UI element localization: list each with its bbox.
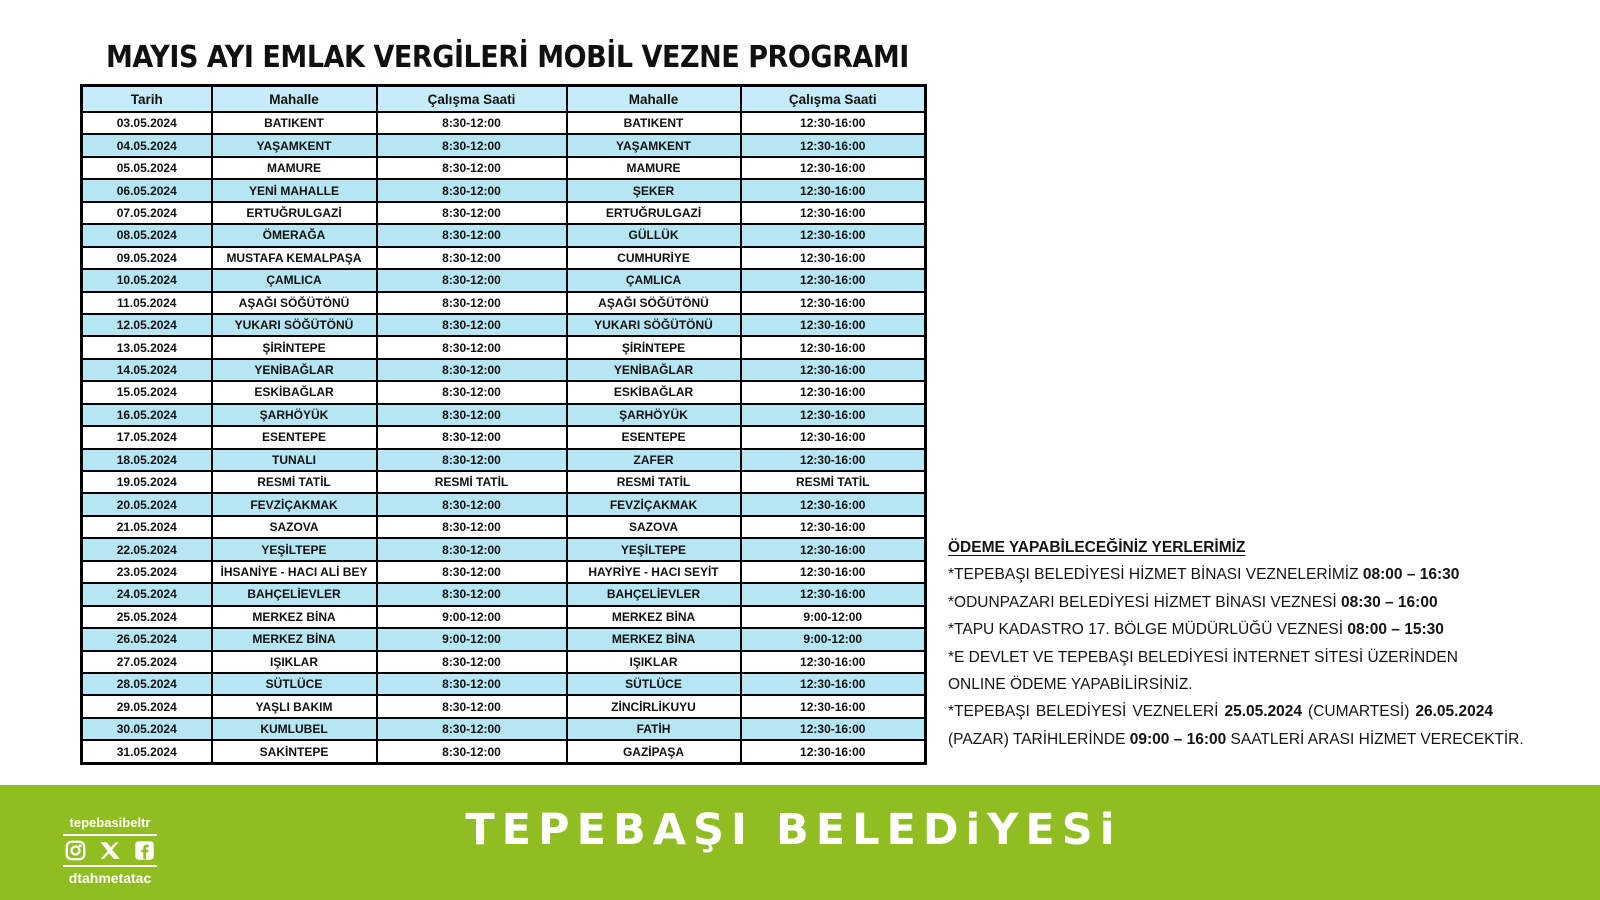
hours-cell: 12:30-16:00 (741, 381, 926, 403)
hours-cell: 8:30-12:00 (377, 247, 567, 269)
hours-cell: 8:30-12:00 (377, 426, 567, 448)
mahalle-cell: SÜTLÜCE (567, 673, 741, 695)
payment-info-segment: ÖDEME YAPABİLECEĞİNİZ YERLERİMİZ (948, 539, 1246, 556)
mahalle-cell: ESENTEPE (212, 426, 377, 448)
table-row (82, 224, 926, 246)
column-header: Tarih (82, 86, 212, 113)
hours-cell: 8:30-12:00 (377, 224, 567, 246)
payment-info-segment: VEZNELERİ (1132, 703, 1219, 721)
hours-cell: 8:30-12:00 (377, 381, 567, 403)
hours-cell: 12:30-16:00 (741, 695, 926, 717)
table-row (82, 202, 926, 224)
mahalle-cell: RESMİ TATİL (567, 471, 741, 493)
table-row (82, 471, 926, 493)
social-handle-bottom: dtahmetatac (68, 870, 152, 886)
table-row (82, 179, 926, 201)
mahalle-cell: AŞAĞI SÖĞÜTÖNÜ (212, 292, 377, 314)
date-cell: 27.05.2024 (82, 651, 212, 673)
hours-cell: 12:30-16:00 (741, 673, 926, 695)
table-row (82, 493, 926, 515)
hours-cell: 12:30-16:00 (741, 359, 926, 381)
date-cell: 14.05.2024 (82, 359, 212, 381)
mahalle-cell: ÇAMLICA (212, 269, 377, 291)
mahalle-cell: GAZİPAŞA (567, 740, 741, 763)
date-cell: 20.05.2024 (82, 493, 212, 515)
hours-cell: 8:30-12:00 (377, 359, 567, 381)
mahalle-cell: SAZOVA (212, 516, 377, 538)
mahalle-cell: YUKARI SÖĞÜTÖNÜ (212, 314, 377, 336)
instagram-icon (65, 840, 86, 861)
mahalle-cell: ZAFER (567, 449, 741, 471)
mahalle-cell: YENİBAĞLAR (567, 359, 741, 381)
payment-info-segment: 08:00 – 16:30 (1362, 566, 1460, 584)
hours-cell: 12:30-16:00 (741, 202, 926, 224)
hours-cell: 12:30-16:00 (741, 269, 926, 291)
date-cell: 16.05.2024 (82, 404, 212, 426)
payment-info-segment: 08:00 – 15:30 (1347, 621, 1444, 639)
date-cell: 21.05.2024 (82, 516, 212, 538)
hours-cell: 8:30-12:00 (377, 695, 567, 717)
hours-cell: 9:00-12:00 (377, 606, 567, 628)
mahalle-cell: FEVZİÇAKMAK (567, 493, 741, 515)
footer-bar (0, 785, 1600, 900)
mahalle-cell: ŞARHÖYÜK (567, 404, 741, 426)
payment-info-segment: 26.05.2024 (1415, 703, 1493, 721)
table-row (82, 561, 926, 583)
header-row (82, 86, 926, 113)
table-row (82, 651, 926, 673)
hours-cell: 8:30-12:00 (377, 651, 567, 673)
date-cell: 15.05.2024 (82, 381, 212, 403)
hours-cell: 8:30-12:00 (377, 157, 567, 179)
municipality-name: TEPEBAŞI BELEDiYESi (465, 805, 1122, 855)
payment-info-line (948, 589, 1493, 616)
table-row (82, 112, 926, 134)
column-header: Mahalle (567, 86, 741, 113)
date-cell: 10.05.2024 (82, 269, 212, 291)
mahalle-cell: SAKİNTEPE (212, 740, 377, 763)
date-cell: 04.05.2024 (82, 134, 212, 156)
mahalle-cell: ESKİBAĞLAR (212, 381, 377, 403)
payment-info-line (948, 616, 1493, 643)
mahalle-cell: MERKEZ BİNA (212, 628, 377, 650)
date-cell: 18.05.2024 (82, 449, 212, 471)
hours-cell: 12:30-16:00 (741, 493, 926, 515)
date-cell: 07.05.2024 (82, 202, 212, 224)
mahalle-cell: YAŞLI BAKIM (212, 695, 377, 717)
column-header: Çalışma Saati (741, 86, 926, 113)
table-row (82, 606, 926, 628)
date-cell: 06.05.2024 (82, 179, 212, 201)
table-row (82, 336, 926, 358)
page-title: MAYIS AYI EMLAK VERGİLERİ MOBİL VEZNE PROGRAMI (106, 40, 909, 75)
date-cell: 03.05.2024 (82, 112, 212, 134)
schedule-table (80, 84, 927, 765)
mahalle-cell: MERKEZ BİNA (212, 606, 377, 628)
column-header: Çalışma Saati (377, 86, 567, 113)
date-cell: 22.05.2024 (82, 538, 212, 560)
mahalle-cell: YEŞİLTEPE (567, 538, 741, 560)
date-cell: 08.05.2024 (82, 224, 212, 246)
mahalle-cell: ESENTEPE (567, 426, 741, 448)
payment-info-segment: 08:30 – 16:00 (1341, 593, 1438, 611)
social-handle-top: tepebasibeltr (69, 815, 151, 830)
date-cell: 25.05.2024 (82, 606, 212, 628)
divider (63, 834, 157, 836)
hours-cell: 8:30-12:00 (377, 292, 567, 314)
hours-cell: 8:30-12:00 (377, 336, 567, 358)
hours-cell: 12:30-16:00 (741, 314, 926, 336)
hours-cell: 9:00-12:00 (741, 606, 926, 628)
x-icon (100, 840, 121, 861)
mahalle-cell: FATİH (567, 718, 741, 740)
mahalle-cell: MAMURE (212, 157, 377, 179)
hours-cell: 8:30-12:00 (377, 404, 567, 426)
mahalle-cell: CUMHURİYE (567, 247, 741, 269)
divider (63, 865, 157, 867)
hours-cell: RESMİ TATİL (377, 471, 567, 493)
hours-cell: 9:00-12:00 (741, 628, 926, 650)
hours-cell: 12:30-16:00 (741, 516, 926, 538)
table-row (82, 583, 926, 605)
hours-cell: 8:30-12:00 (377, 134, 567, 156)
hours-cell: 12:30-16:00 (741, 583, 926, 605)
mahalle-cell: ŞEKER (567, 179, 741, 201)
payment-info-segment: (PAZAR) TARİHLERİNDE (948, 730, 1130, 748)
hours-cell: 8:30-12:00 (377, 516, 567, 538)
mahalle-cell: GÜLLÜK (567, 224, 741, 246)
mahalle-cell: ŞARHÖYÜK (212, 404, 377, 426)
mahalle-cell: BAHÇELİEVLER (212, 583, 377, 605)
hours-cell: 12:30-16:00 (741, 449, 926, 471)
mahalle-cell: SÜTLÜCE (212, 673, 377, 695)
payment-info-segment: *ODUNPAZARI BELEDİYESİ HİZMET BİNASI VEZNESİ (948, 593, 1342, 611)
date-cell: 13.05.2024 (82, 336, 212, 358)
date-cell: 24.05.2024 (82, 583, 212, 605)
hours-cell: 9:00-12:00 (377, 628, 567, 650)
table-row (82, 134, 926, 156)
payment-info-segment: 09:00 – 16:00 (1129, 730, 1227, 748)
mahalle-cell: MAMURE (567, 157, 741, 179)
hours-cell: 12:30-16:00 (741, 740, 926, 763)
payment-info-segment: ONLINE ÖDEME YAPABİLİRSİNİZ. (948, 676, 1193, 694)
payment-info-segment: *TAPU KADASTRO 17. BÖLGE MÜDÜRLÜĞÜ VEZNESİ (948, 621, 1348, 639)
payment-info-line (948, 671, 1493, 698)
mahalle-cell: HAYRİYE - HACI SEYİT (567, 561, 741, 583)
date-cell: 26.05.2024 (82, 628, 212, 650)
table-row (82, 449, 926, 471)
hours-cell: 12:30-16:00 (741, 426, 926, 448)
mahalle-cell: AŞAĞI SÖĞÜTÖNÜ (567, 292, 741, 314)
mahalle-cell: ŞİRİNTEPE (567, 336, 741, 358)
table-row (82, 718, 926, 740)
schedule-table-body (82, 112, 926, 764)
hours-cell: 12:30-16:00 (741, 112, 926, 134)
table-row (82, 314, 926, 336)
mahalle-cell: YEŞİLTEPE (212, 538, 377, 560)
mahalle-cell: ZİNCİRLİKUYU (567, 695, 741, 717)
mahalle-cell: RESMİ TATİL (212, 471, 377, 493)
date-cell: 31.05.2024 (82, 740, 212, 763)
payment-info-line (948, 644, 1493, 671)
mahalle-cell: YAŞAMKENT (567, 134, 741, 156)
mahalle-cell: YUKARI SÖĞÜTÖNÜ (567, 314, 741, 336)
payment-info (948, 534, 1524, 753)
hours-cell: 12:30-16:00 (741, 561, 926, 583)
hours-cell: 8:30-12:00 (377, 718, 567, 740)
hours-cell: 8:30-12:00 (377, 112, 567, 134)
table-row (82, 157, 926, 179)
mahalle-cell: TUNALI (212, 449, 377, 471)
mahalle-cell: ERTUĞRULGAZİ (567, 202, 741, 224)
payment-info-segment: *E DEVLET VE TEPEBAŞI BELEDİYESİ İNTERNET SİTESİ ÜZERİNDEN (948, 648, 1458, 666)
hours-cell: 8:30-12:00 (377, 673, 567, 695)
social-block (63, 815, 157, 886)
mahalle-cell: İHSANİYE - HACI ALİ BEY (212, 561, 377, 583)
hours-cell: 12:30-16:00 (741, 404, 926, 426)
hours-cell: 12:30-16:00 (741, 247, 926, 269)
mahalle-cell: YENİBAĞLAR (212, 359, 377, 381)
payment-info-segment: *TEPEBAŞI BELEDİYESİ HİZMET BİNASI VEZNELERİMİZ (948, 566, 1363, 584)
hours-cell: 8:30-12:00 (377, 740, 567, 763)
table-row (82, 381, 926, 403)
table-row (82, 516, 926, 538)
date-cell: 11.05.2024 (82, 292, 212, 314)
schedule-table-header (82, 86, 926, 113)
table-row (82, 628, 926, 650)
mahalle-cell: YAŞAMKENT (212, 134, 377, 156)
hours-cell: 8:30-12:00 (377, 493, 567, 515)
mahalle-cell: IŞIKLAR (212, 651, 377, 673)
column-header: Mahalle (212, 86, 377, 113)
hours-cell: 12:30-16:00 (741, 157, 926, 179)
payment-info-line (948, 561, 1493, 588)
hours-cell: 12:30-16:00 (741, 292, 926, 314)
mahalle-cell: KUMLUBEL (212, 718, 377, 740)
social-icons (63, 839, 157, 862)
table-row (82, 538, 926, 560)
date-cell: 12.05.2024 (82, 314, 212, 336)
mahalle-cell: ESKİBAĞLAR (567, 381, 741, 403)
date-cell: 29.05.2024 (82, 695, 212, 717)
mahalle-cell: MERKEZ BİNA (567, 628, 741, 650)
hours-cell: 12:30-16:00 (741, 179, 926, 201)
mahalle-cell: BAHÇELİEVLER (567, 583, 741, 605)
payment-info-segment: *TEPEBAŞI (948, 703, 1030, 721)
hours-cell: 8:30-12:00 (377, 561, 567, 583)
date-cell: 09.05.2024 (82, 247, 212, 269)
table-row (82, 292, 926, 314)
table-row (82, 269, 926, 291)
hours-cell: 8:30-12:00 (377, 269, 567, 291)
payment-info-line (948, 534, 1493, 561)
mahalle-cell: ÖMERAĞA (212, 224, 377, 246)
mahalle-cell: ŞİRİNTEPE (212, 336, 377, 358)
mahalle-cell: MERKEZ BİNA (567, 606, 741, 628)
hours-cell: 8:30-12:00 (377, 202, 567, 224)
table-row (82, 695, 926, 717)
hours-cell: 12:30-16:00 (741, 718, 926, 740)
payment-info-segment: (CUMARTESİ) (1308, 703, 1410, 721)
hours-cell: 12:30-16:00 (741, 336, 926, 358)
hours-cell: 12:30-16:00 (741, 224, 926, 246)
mahalle-cell: YENİ MAHALLE (212, 179, 377, 201)
hours-cell: 8:30-12:00 (377, 314, 567, 336)
date-cell: 30.05.2024 (82, 718, 212, 740)
mahalle-cell: ÇAMLICA (567, 269, 741, 291)
table-row (82, 426, 926, 448)
table-row (82, 740, 926, 763)
payment-info-segment: 25.05.2024 (1224, 703, 1303, 721)
payment-info-line (948, 726, 1524, 753)
hours-cell: 8:30-12:00 (377, 538, 567, 560)
hours-cell: 12:30-16:00 (741, 651, 926, 673)
mahalle-cell: IŞIKLAR (567, 651, 741, 673)
table-row (82, 247, 926, 269)
facebook-icon (134, 840, 155, 861)
hours-cell: 8:30-12:00 (377, 583, 567, 605)
mahalle-cell: BATIKENT (567, 112, 741, 134)
table-row (82, 673, 926, 695)
table-row (82, 404, 926, 426)
mahalle-cell: SAZOVA (567, 516, 741, 538)
date-cell: 23.05.2024 (82, 561, 212, 583)
hours-cell: RESMİ TATİL (741, 471, 926, 493)
mahalle-cell: BATIKENT (212, 112, 377, 134)
date-cell: 05.05.2024 (82, 157, 212, 179)
mahalle-cell: FEVZİÇAKMAK (212, 493, 377, 515)
hours-cell: 8:30-12:00 (377, 179, 567, 201)
table-row (82, 359, 926, 381)
date-cell: 19.05.2024 (82, 471, 212, 493)
hours-cell: 12:30-16:00 (741, 134, 926, 156)
mahalle-cell: MUSTAFA KEMALPAŞA (212, 247, 377, 269)
payment-info-segment: BELEDİYESİ (1035, 703, 1127, 721)
payment-info-line (948, 698, 1493, 725)
date-cell: 28.05.2024 (82, 673, 212, 695)
hours-cell: 8:30-12:00 (377, 449, 567, 471)
hours-cell: 12:30-16:00 (741, 538, 926, 560)
payment-info-segment: SAATLERİ ARASI HİZMET VERECEKTİR. (1226, 730, 1524, 748)
date-cell: 17.05.2024 (82, 426, 212, 448)
mahalle-cell: ERTUĞRULGAZİ (212, 202, 377, 224)
